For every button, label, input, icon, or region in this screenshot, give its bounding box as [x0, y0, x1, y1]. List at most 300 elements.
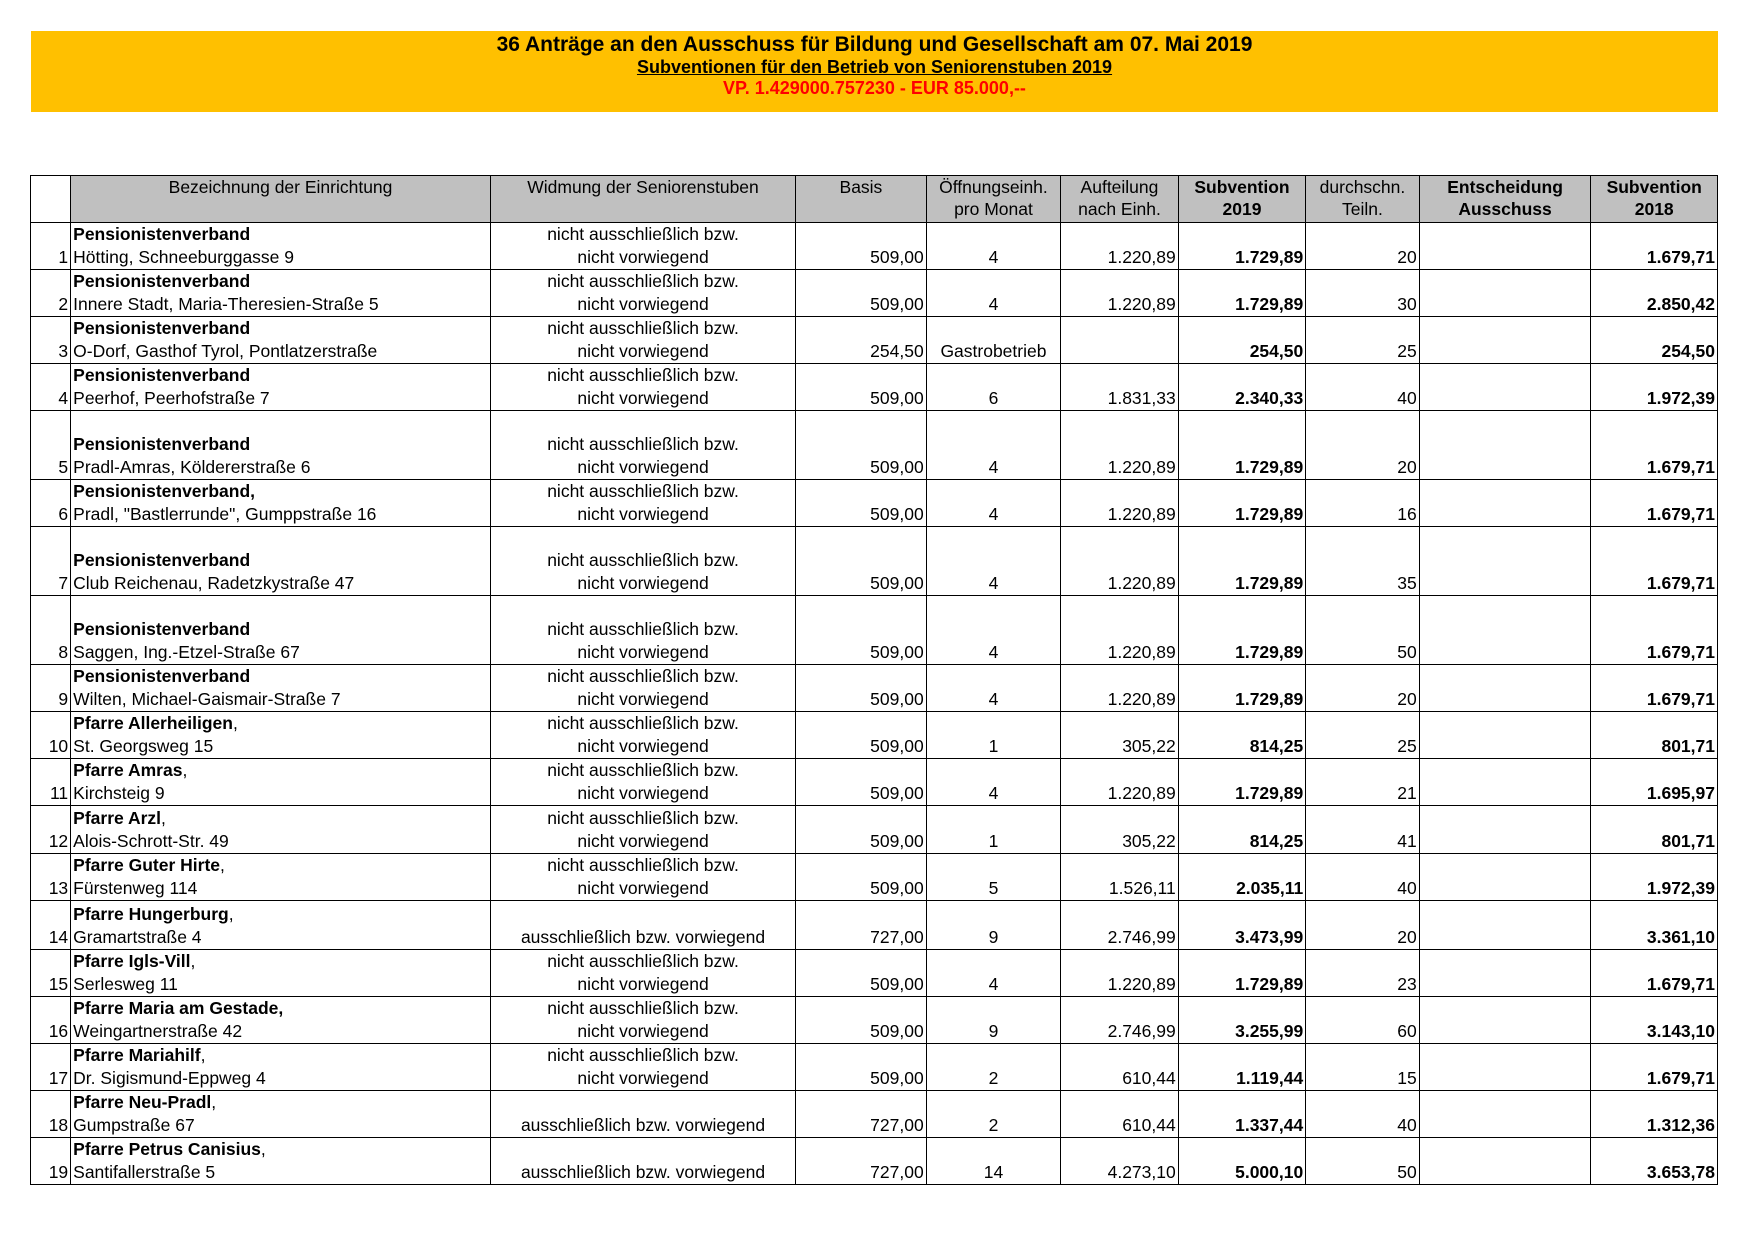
teilnehmer-cell: 23	[1306, 950, 1419, 997]
basis-cell: 509,00	[796, 712, 927, 759]
subvention-2019-cell: 1.729,89	[1178, 223, 1306, 270]
oeffnung-cell: 14	[926, 1138, 1061, 1185]
table-row	[31, 665, 1718, 712]
subvention-2019-cell: 1.337,44	[1178, 1091, 1306, 1138]
row-number: 17	[31, 1044, 71, 1091]
table-row	[31, 759, 1718, 806]
table-row	[31, 527, 1718, 596]
widmung-cell	[490, 223, 795, 270]
oeffnung-cell: 4	[926, 527, 1061, 596]
widmung-cell	[490, 950, 795, 997]
subvention-2019-cell: 1.729,89	[1178, 950, 1306, 997]
widmung-line-2: nicht vorwiegend	[577, 974, 709, 994]
widmung-cell	[490, 806, 795, 854]
institution-title: Pfarre Mariahilf	[73, 1045, 201, 1065]
entscheidung-cell	[1419, 950, 1591, 997]
header-subvention-2019: Subvention 2019	[1178, 176, 1306, 223]
aufteilung-cell: 305,22	[1061, 806, 1178, 854]
oeffnung-cell: 2	[926, 1091, 1061, 1138]
entscheidung-cell	[1419, 223, 1591, 270]
widmung-cell	[490, 901, 795, 950]
widmung-cell	[490, 854, 795, 901]
entscheidung-cell	[1419, 317, 1591, 364]
basis-cell: 509,00	[796, 527, 927, 596]
table-row	[31, 854, 1718, 901]
entscheidung-cell	[1419, 759, 1591, 806]
institution-title: Pfarre Arzl	[73, 808, 162, 828]
entscheidung-cell	[1419, 712, 1591, 759]
subvention-2018-cell: 3.361,10	[1591, 901, 1718, 950]
entscheidung-cell	[1419, 1091, 1591, 1138]
institution-address: Dr. Sigismund-Eppweg 4	[73, 1068, 266, 1088]
institution-name	[71, 712, 491, 759]
institution-address: Hötting, Schneeburggasse 9	[73, 247, 294, 267]
subvention-2019-cell: 1.729,89	[1178, 759, 1306, 806]
entscheidung-cell	[1419, 480, 1591, 527]
oeffnung-cell: 2	[926, 1044, 1061, 1091]
institution-name	[71, 997, 491, 1044]
table-row	[31, 270, 1718, 317]
widmung-line-2: nicht vorwiegend	[577, 504, 709, 524]
widmung-line-2: nicht vorwiegend	[577, 247, 709, 267]
institution-name	[71, 854, 491, 901]
institution-name	[71, 806, 491, 854]
name-suffix: ,	[220, 855, 225, 875]
header-basis: Basis	[796, 176, 927, 223]
basis-cell: 509,00	[796, 997, 927, 1044]
widmung-line-1: nicht ausschließlich bzw.	[547, 619, 739, 639]
subvention-2018-cell: 3.143,10	[1591, 997, 1718, 1044]
institution-name	[71, 759, 491, 806]
subvention-2019-cell: 1.729,89	[1178, 270, 1306, 317]
subvention-2019-cell: 1.729,89	[1178, 480, 1306, 527]
subvention-2018-cell: 254,50	[1591, 317, 1718, 364]
table-header-row	[31, 176, 1718, 223]
widmung-line-1: nicht ausschließlich bzw.	[547, 271, 739, 291]
row-number: 4	[31, 364, 71, 411]
table-row	[31, 806, 1718, 854]
header-oeffnung: Öffnungseinh. pro Monat	[926, 176, 1061, 223]
aufteilung-cell: 1.220,89	[1061, 759, 1178, 806]
widmung-line-1: nicht ausschließlich bzw.	[547, 951, 739, 971]
teilnehmer-cell: 20	[1306, 223, 1419, 270]
name-suffix: ,	[232, 713, 238, 733]
entscheidung-cell	[1419, 901, 1591, 950]
institution-title: Pfarre Allerheiligen	[73, 713, 233, 733]
institution-title: Pfarre Petrus Canisius	[73, 1139, 261, 1159]
institution-name	[71, 480, 491, 527]
institution-title: Pfarre Guter Hirte	[73, 855, 221, 875]
basis-cell: 727,00	[796, 901, 927, 950]
budget-line: VP. 1.429000.757230 - EUR 85.000,--	[723, 78, 1026, 98]
teilnehmer-cell: 40	[1306, 1091, 1419, 1138]
institution-title: Pfarre Igls-Vill	[73, 951, 191, 971]
teilnehmer-cell: 25	[1306, 712, 1419, 759]
institution-address: Gumpstraße 67	[73, 1115, 195, 1135]
institution-address: Saggen, Ing.-Etzel-Straße 67	[73, 642, 300, 662]
institution-address: Pradl-Amras, Köldererstraße 6	[73, 457, 311, 477]
institution-address: Serlesweg 11	[73, 974, 178, 994]
basis-cell: 509,00	[796, 1044, 927, 1091]
teilnehmer-cell: 60	[1306, 997, 1419, 1044]
entscheidung-cell	[1419, 527, 1591, 596]
institution-address: Alois-Schrott-Str. 49	[73, 831, 229, 851]
aufteilung-cell: 2.746,99	[1061, 901, 1178, 950]
aufteilung-cell: 610,44	[1061, 1044, 1178, 1091]
basis-cell: 509,00	[796, 480, 927, 527]
entscheidung-cell	[1419, 806, 1591, 854]
header-nr	[31, 176, 71, 223]
widmung-line-2: nicht vorwiegend	[577, 736, 709, 756]
teilnehmer-cell: 16	[1306, 480, 1419, 527]
widmung-cell	[490, 527, 795, 596]
name-suffix: ,	[260, 1139, 266, 1159]
subvention-2018-cell: 801,71	[1591, 712, 1718, 759]
widmung-line-2: nicht vorwiegend	[577, 831, 709, 851]
subvention-2019-cell: 1.729,89	[1178, 527, 1306, 596]
widmung-cell	[490, 997, 795, 1044]
entscheidung-cell	[1419, 665, 1591, 712]
oeffnung-cell: 4	[926, 411, 1061, 480]
basis-cell: 509,00	[796, 759, 927, 806]
row-number: 2	[31, 270, 71, 317]
aufteilung-cell: 1.220,89	[1061, 527, 1178, 596]
teilnehmer-cell: 50	[1306, 596, 1419, 665]
institution-name	[71, 1044, 491, 1091]
institution-title: Pensionistenverband	[73, 666, 251, 686]
table-row	[31, 997, 1718, 1044]
teilnehmer-cell: 20	[1306, 901, 1419, 950]
widmung-line-2: nicht vorwiegend	[577, 642, 709, 662]
widmung-cell	[490, 759, 795, 806]
widmung-line-1: nicht ausschließlich bzw.	[547, 808, 739, 828]
subvention-2019-cell: 5.000,10	[1178, 1138, 1306, 1185]
institution-name	[71, 270, 491, 317]
institution-address: Weingartnerstraße 42	[73, 1021, 243, 1041]
widmung-line-2: nicht vorwiegend	[577, 689, 709, 709]
teilnehmer-cell: 40	[1306, 364, 1419, 411]
oeffnung-cell: 4	[926, 223, 1061, 270]
header-aufteilung: Aufteilung nach Einh.	[1061, 176, 1178, 223]
oeffnung-cell: 9	[926, 901, 1061, 950]
basis-cell: 509,00	[796, 364, 927, 411]
widmung-line-1: nicht ausschließlich bzw.	[547, 550, 739, 570]
institution-address: Peerhof, Peerhofstraße 7	[73, 388, 270, 408]
document-subtitle: Subventionen für den Betrieb von Seniorenstuben 2019	[636, 57, 1113, 77]
institution-address: Kirchsteig 9	[73, 783, 165, 803]
subvention-2018-cell: 1.679,71	[1591, 527, 1718, 596]
widmung-line-1: nicht ausschließlich bzw.	[547, 760, 739, 780]
institution-address: Fürstenweg 114	[73, 878, 198, 898]
basis-cell: 727,00	[796, 1138, 927, 1185]
institution-address: Club Reichenau, Radetzkystraße 47	[73, 573, 355, 593]
subvention-2018-cell: 1.679,71	[1591, 1044, 1718, 1091]
table-row	[31, 480, 1718, 527]
oeffnung-cell: 1	[926, 806, 1061, 854]
basis-cell: 509,00	[796, 223, 927, 270]
institution-title: Pensionistenverband	[73, 619, 251, 639]
widmung-cell	[490, 1044, 795, 1091]
subvention-2019-cell: 1.729,89	[1178, 411, 1306, 480]
table-row	[31, 712, 1718, 759]
row-number: 13	[31, 854, 71, 901]
teilnehmer-cell: 35	[1306, 527, 1419, 596]
institution-address: St. Georgsweg 15	[73, 736, 214, 756]
header-name: Bezeichnung der Einrichtung	[71, 176, 491, 223]
row-number: 3	[31, 317, 71, 364]
name-suffix: ,	[182, 760, 188, 780]
subvention-2018-cell: 1.312,36	[1591, 1091, 1718, 1138]
basis-cell: 509,00	[796, 665, 927, 712]
oeffnung-cell: 4	[926, 270, 1061, 317]
widmung-line-2: ausschließlich bzw. vorwiegend	[520, 1162, 766, 1182]
row-number: 10	[31, 712, 71, 759]
row-number: 12	[31, 806, 71, 854]
institution-name	[71, 527, 491, 596]
table-row	[31, 950, 1718, 997]
institution-name	[71, 317, 491, 364]
widmung-cell	[490, 1091, 795, 1138]
entscheidung-cell	[1419, 411, 1591, 480]
widmung-cell	[490, 596, 795, 665]
subvention-2019-cell: 1.729,89	[1178, 596, 1306, 665]
name-suffix: ,	[200, 1045, 206, 1065]
subvention-2018-cell: 2.850,42	[1591, 270, 1718, 317]
institution-address: Innere Stadt, Maria-Theresien-Straße 5	[73, 294, 379, 314]
teilnehmer-cell: 40	[1306, 854, 1419, 901]
institution-title: Pfarre Amras	[73, 760, 183, 780]
subvention-2018-cell: 1.679,71	[1591, 596, 1718, 665]
row-number: 19	[31, 1138, 71, 1185]
document-title: 36 Anträge an den Ausschuss für Bildung und Gesellschaft am 07. Mai 2019	[496, 33, 1253, 56]
widmung-cell	[490, 712, 795, 759]
teilnehmer-cell: 20	[1306, 411, 1419, 480]
entscheidung-cell	[1419, 596, 1591, 665]
oeffnung-cell: 6	[926, 364, 1061, 411]
widmung-line-1: nicht ausschließlich bzw.	[547, 318, 739, 338]
institution-address: Santifallerstraße 5	[73, 1162, 216, 1182]
document-header	[31, 31, 1718, 112]
teilnehmer-cell: 21	[1306, 759, 1419, 806]
basis-cell: 254,50	[796, 317, 927, 364]
subvention-2018-cell: 1.679,71	[1591, 223, 1718, 270]
institution-name	[71, 1091, 491, 1138]
header-teilnehmer: durchschn. Teiln.	[1306, 176, 1419, 223]
institution-name	[71, 411, 491, 480]
row-number: 7	[31, 527, 71, 596]
basis-cell: 509,00	[796, 411, 927, 480]
subsidy-table	[30, 175, 1718, 1185]
subvention-2019-cell: 3.255,99	[1178, 997, 1306, 1044]
table-row	[31, 1044, 1718, 1091]
aufteilung-cell: 1.220,89	[1061, 596, 1178, 665]
subvention-2018-cell: 3.653,78	[1591, 1138, 1718, 1185]
table-row	[31, 317, 1718, 364]
widmung-line-2: nicht vorwiegend	[577, 457, 709, 477]
table-row	[31, 1091, 1718, 1138]
entscheidung-cell	[1419, 270, 1591, 317]
widmung-line-2: nicht vorwiegend	[577, 294, 709, 314]
row-number: 18	[31, 1091, 71, 1138]
widmung-line-1: nicht ausschließlich bzw.	[547, 365, 739, 385]
row-number: 1	[31, 223, 71, 270]
teilnehmer-cell: 25	[1306, 317, 1419, 364]
teilnehmer-cell: 30	[1306, 270, 1419, 317]
widmung-line-2: nicht vorwiegend	[577, 1021, 709, 1041]
widmung-line-1: nicht ausschließlich bzw.	[547, 1045, 739, 1065]
oeffnung-cell: 9	[926, 997, 1061, 1044]
oeffnung-cell: 5	[926, 854, 1061, 901]
institution-address: Pradl, "Bastlerrunde", Gumppstraße 16	[73, 504, 377, 524]
widmung-cell	[490, 364, 795, 411]
institution-name	[71, 901, 491, 950]
teilnehmer-cell: 50	[1306, 1138, 1419, 1185]
institution-name	[71, 1138, 491, 1185]
aufteilung-cell: 1.220,89	[1061, 411, 1178, 480]
aufteilung-cell	[1061, 317, 1178, 364]
header-subvention-2018: Subvention 2018	[1591, 176, 1718, 223]
aufteilung-cell: 2.746,99	[1061, 997, 1178, 1044]
subvention-2019-cell: 1.729,89	[1178, 665, 1306, 712]
aufteilung-cell: 1.220,89	[1061, 223, 1178, 270]
aufteilung-cell: 610,44	[1061, 1091, 1178, 1138]
widmung-line-2: ausschließlich bzw. vorwiegend	[520, 1115, 766, 1135]
subvention-2019-cell: 814,25	[1178, 806, 1306, 854]
entscheidung-cell	[1419, 854, 1591, 901]
subvention-2019-cell: 2.035,11	[1178, 854, 1306, 901]
subvention-2018-cell: 801,71	[1591, 806, 1718, 854]
name-suffix: ,	[161, 808, 166, 828]
oeffnung-cell: 1	[926, 712, 1061, 759]
institution-title: Pensionistenverband	[73, 318, 251, 338]
institution-name	[71, 364, 491, 411]
institution-title: Pfarre Maria am Gestade,	[73, 998, 284, 1018]
table-row	[31, 901, 1718, 950]
institution-title: Pfarre Hungerburg	[73, 904, 229, 924]
name-suffix: ,	[211, 1092, 217, 1112]
entscheidung-cell	[1419, 364, 1591, 411]
widmung-line-2: nicht vorwiegend	[577, 1068, 709, 1088]
institution-title: Pfarre Neu-Pradl	[73, 1092, 212, 1112]
subvention-2018-cell: 1.679,71	[1591, 665, 1718, 712]
table-row	[31, 223, 1718, 270]
oeffnung-cell: 4	[926, 596, 1061, 665]
basis-cell: 509,00	[796, 596, 927, 665]
header-entscheidung: Entscheidung Ausschuss	[1419, 176, 1591, 223]
subvention-2018-cell: 1.972,39	[1591, 364, 1718, 411]
row-number: 5	[31, 411, 71, 480]
teilnehmer-cell: 15	[1306, 1044, 1419, 1091]
subvention-2018-cell: 1.679,71	[1591, 411, 1718, 480]
subvention-2019-cell: 254,50	[1178, 317, 1306, 364]
subvention-2019-cell: 814,25	[1178, 712, 1306, 759]
institution-title: Pensionistenverband,	[73, 481, 256, 501]
oeffnung-cell: 4	[926, 480, 1061, 527]
widmung-line-2: nicht vorwiegend	[577, 878, 709, 898]
oeffnung-cell: 4	[926, 759, 1061, 806]
table-row	[31, 1138, 1718, 1185]
widmung-line-2: nicht vorwiegend	[577, 388, 709, 408]
aufteilung-cell: 1.831,33	[1061, 364, 1178, 411]
institution-title: Pensionistenverband	[73, 550, 251, 570]
oeffnung-cell: 4	[926, 665, 1061, 712]
teilnehmer-cell: 20	[1306, 665, 1419, 712]
row-number: 15	[31, 950, 71, 997]
widmung-line-2: nicht vorwiegend	[577, 341, 709, 361]
subvention-2018-cell: 1.695,97	[1591, 759, 1718, 806]
widmung-line-1: nicht ausschließlich bzw.	[547, 998, 739, 1018]
widmung-line-1: nicht ausschließlich bzw.	[547, 224, 739, 244]
institution-title: Pensionistenverband	[73, 365, 251, 385]
widmung-line-1: nicht ausschließlich bzw.	[547, 855, 739, 875]
institution-name	[71, 950, 491, 997]
widmung-cell	[490, 665, 795, 712]
aufteilung-cell: 1.526,11	[1061, 854, 1178, 901]
table-row	[31, 596, 1718, 665]
widmung-cell	[490, 411, 795, 480]
institution-title: Pensionistenverband	[73, 224, 251, 244]
widmung-line-2: nicht vorwiegend	[577, 783, 709, 803]
subvention-2018-cell: 1.972,39	[1591, 854, 1718, 901]
basis-cell: 509,00	[796, 854, 927, 901]
teilnehmer-cell: 41	[1306, 806, 1419, 854]
row-number: 16	[31, 997, 71, 1044]
entscheidung-cell	[1419, 997, 1591, 1044]
institution-address: Wilten, Michael-Gaismair-Straße 7	[73, 689, 341, 709]
institution-title: Pensionistenverband	[73, 434, 251, 454]
basis-cell: 727,00	[796, 1091, 927, 1138]
aufteilung-cell: 305,22	[1061, 712, 1178, 759]
subvention-2019-cell: 2.340,33	[1178, 364, 1306, 411]
institution-address: Gramartstraße 4	[73, 927, 202, 947]
basis-cell: 509,00	[796, 950, 927, 997]
aufteilung-cell: 4.273,10	[1061, 1138, 1178, 1185]
aufteilung-cell: 1.220,89	[1061, 665, 1178, 712]
widmung-cell	[490, 270, 795, 317]
institution-address: O-Dorf, Gasthof Tyrol, Pontlatzerstraße	[73, 341, 378, 361]
oeffnung-cell: 4	[926, 950, 1061, 997]
widmung-line-1: nicht ausschließlich bzw.	[547, 481, 739, 501]
widmung-line-2: nicht vorwiegend	[577, 573, 709, 593]
subvention-2018-cell: 1.679,71	[1591, 480, 1718, 527]
table-row	[31, 411, 1718, 480]
table-row	[31, 364, 1718, 411]
widmung-line-2: ausschließlich bzw. vorwiegend	[520, 927, 766, 947]
row-number: 11	[31, 759, 71, 806]
oeffnung-cell: Gastrobetrieb	[926, 317, 1061, 364]
row-number: 6	[31, 480, 71, 527]
widmung-cell	[490, 317, 795, 364]
row-number: 14	[31, 901, 71, 950]
header-widmung: Widmung der Seniorenstuben	[490, 176, 795, 223]
widmung-cell	[490, 1138, 795, 1185]
widmung-cell	[490, 480, 795, 527]
subvention-2019-cell: 1.119,44	[1178, 1044, 1306, 1091]
basis-cell: 509,00	[796, 270, 927, 317]
name-suffix: ,	[228, 904, 234, 924]
subvention-2019-cell: 3.473,99	[1178, 901, 1306, 950]
widmung-line-1: nicht ausschließlich bzw.	[547, 666, 739, 686]
entscheidung-cell	[1419, 1044, 1591, 1091]
name-suffix: ,	[190, 951, 196, 971]
widmung-line-1: nicht ausschließlich bzw.	[547, 434, 739, 454]
institution-name	[71, 665, 491, 712]
row-number: 8	[31, 596, 71, 665]
institution-name	[71, 223, 491, 270]
aufteilung-cell: 1.220,89	[1061, 950, 1178, 997]
institution-name	[71, 596, 491, 665]
subvention-2018-cell: 1.679,71	[1591, 950, 1718, 997]
